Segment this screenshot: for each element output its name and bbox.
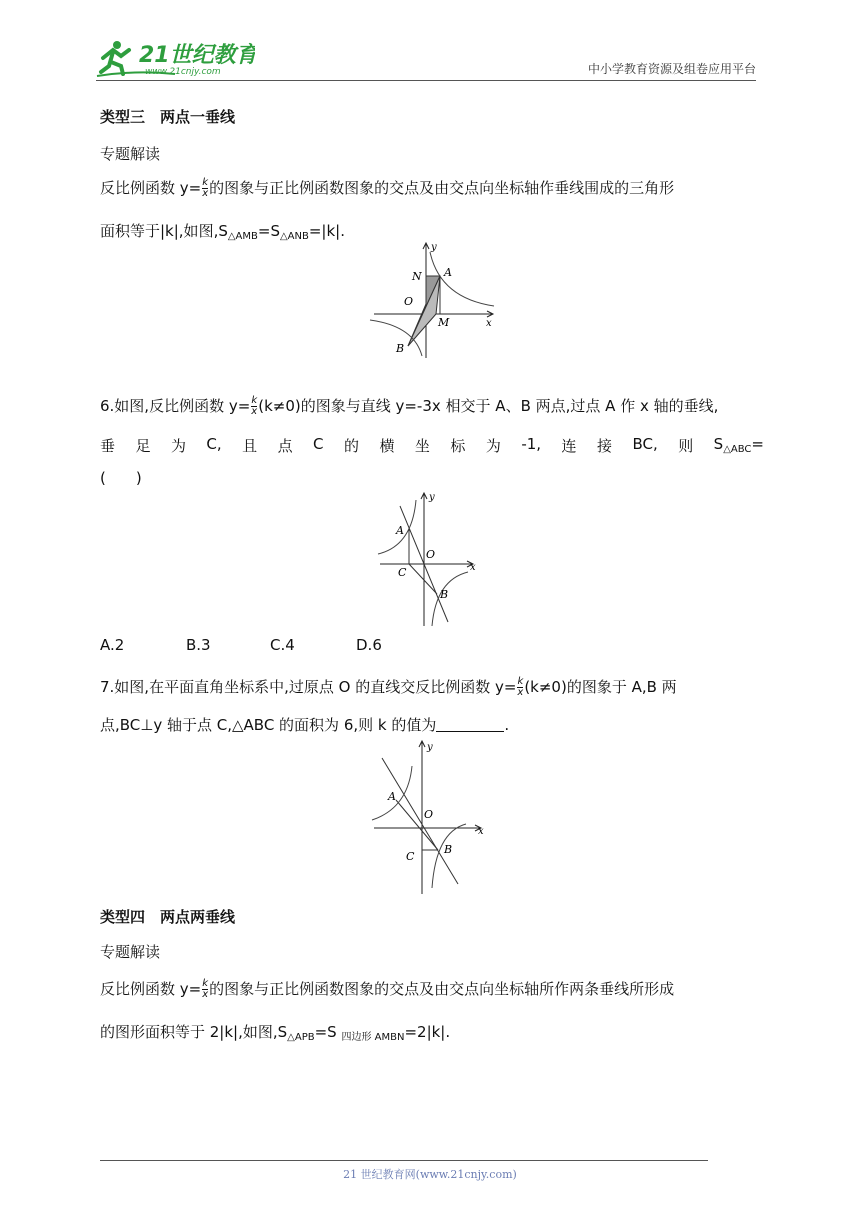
- section4-paragraph-line2: 的图形面积等于 2|k|,如图$,S_{\triangle APB}=S$ $_{四边形 AMBN}$=2|k|.: [100, 1023, 451, 1043]
- svg-text:N: N: [412, 270, 422, 283]
- svg-text:A: A: [388, 790, 396, 803]
- platform-name: 中小学教育资源及组卷应用平台: [587, 62, 756, 76]
- section4-subtitle: 专题解读: [100, 943, 161, 961]
- svg-text:A: A: [396, 524, 404, 537]
- q6-line1: 6.如图,反比例函数 y= $\frac{k}{x}$ (k≠0)的图象与直线 y=-3x 相交于 A、B 两点,过点 A 作 x 轴的垂线,: [100, 395, 719, 417]
- svg-text:C: C: [398, 566, 407, 579]
- svg-text:B: B: [444, 843, 453, 856]
- svg-text:y: y: [431, 242, 437, 253]
- svg-text:A: A: [444, 266, 452, 279]
- svg-text:C: C: [406, 850, 415, 863]
- section4-paragraph-line1: 反比例函数 y= $\frac{k}{x}$ 的图象与正比例函数图象的交点及由交点向坐标轴所作两条垂线所形成: [100, 978, 675, 1000]
- svg-text:y: y: [427, 742, 433, 753]
- svg-text:B: B: [396, 342, 405, 355]
- svg-text:O: O: [424, 808, 434, 821]
- section3-title: 类型三 两点一垂线: [100, 108, 236, 126]
- svg-text:O: O: [404, 295, 414, 308]
- svg-text:B: B: [440, 588, 449, 601]
- q7-line2: 点,BC⊥y 轴于点 C,△ABC 的面积为 6,则 k 的值为 .: [100, 716, 510, 734]
- choice-b[interactable]: B.3: [186, 636, 211, 654]
- logo-text: 21世纪教育: [139, 43, 255, 68]
- logo-url: www.21cnjy.com: [145, 67, 221, 77]
- q6-line2: 垂 足 为 C, 且 点 C 的 横 坐 标 为 -1, 连 接 BC, 则 $S_{\triangle ABC}=$: [100, 435, 764, 455]
- section3-paragraph-line2: 面积等于|k|,如图$,S_{\triangle AMB}=S_{\triangle ANB}=|k|$.: [100, 222, 345, 242]
- choice-d[interactable]: D.6: [356, 636, 382, 654]
- runner-logo-icon: [95, 36, 255, 80]
- figure-q6: [376, 490, 486, 630]
- svg-text:y: y: [429, 492, 435, 503]
- section3-subtitle: 专题解读: [100, 145, 161, 163]
- header-divider: [96, 80, 756, 81]
- answer-blank[interactable]: [436, 717, 504, 732]
- footer-divider: [100, 1160, 708, 1161]
- svg-text:x: x: [470, 562, 476, 573]
- choice-a[interactable]: A.2: [100, 636, 125, 654]
- section4-title: 类型四 两点两垂线: [100, 908, 236, 926]
- svg-text:O: O: [426, 548, 436, 561]
- figure-q7: [370, 738, 490, 896]
- logo: [95, 36, 255, 80]
- footer-text[interactable]: 21 世纪教育网(www.21cnjy.com): [343, 1168, 517, 1181]
- choice-c[interactable]: C.4: [270, 636, 295, 654]
- svg-text:x: x: [478, 826, 484, 837]
- section3-paragraph-line1: 反比例函数 y= $\frac{k}{x}$ 的图象与正比例函数图象的交点及由交点向坐标轴作垂线围成的三角形: [100, 177, 675, 199]
- fraction-k-over-x: $\frac{k}{x}$: [202, 177, 209, 199]
- q7-line1: 7.如图,在平面直角坐标系中,过原点 O 的直线交反比例函数 y= $\frac{k}{x}$ (k≠0)的图象于 A,B 两: [100, 676, 677, 698]
- svg-text:x: x: [486, 318, 492, 329]
- svg-text:M: M: [438, 316, 450, 329]
- q6-answer-bracket: ( ): [100, 469, 142, 487]
- figure-section3: [364, 240, 499, 360]
